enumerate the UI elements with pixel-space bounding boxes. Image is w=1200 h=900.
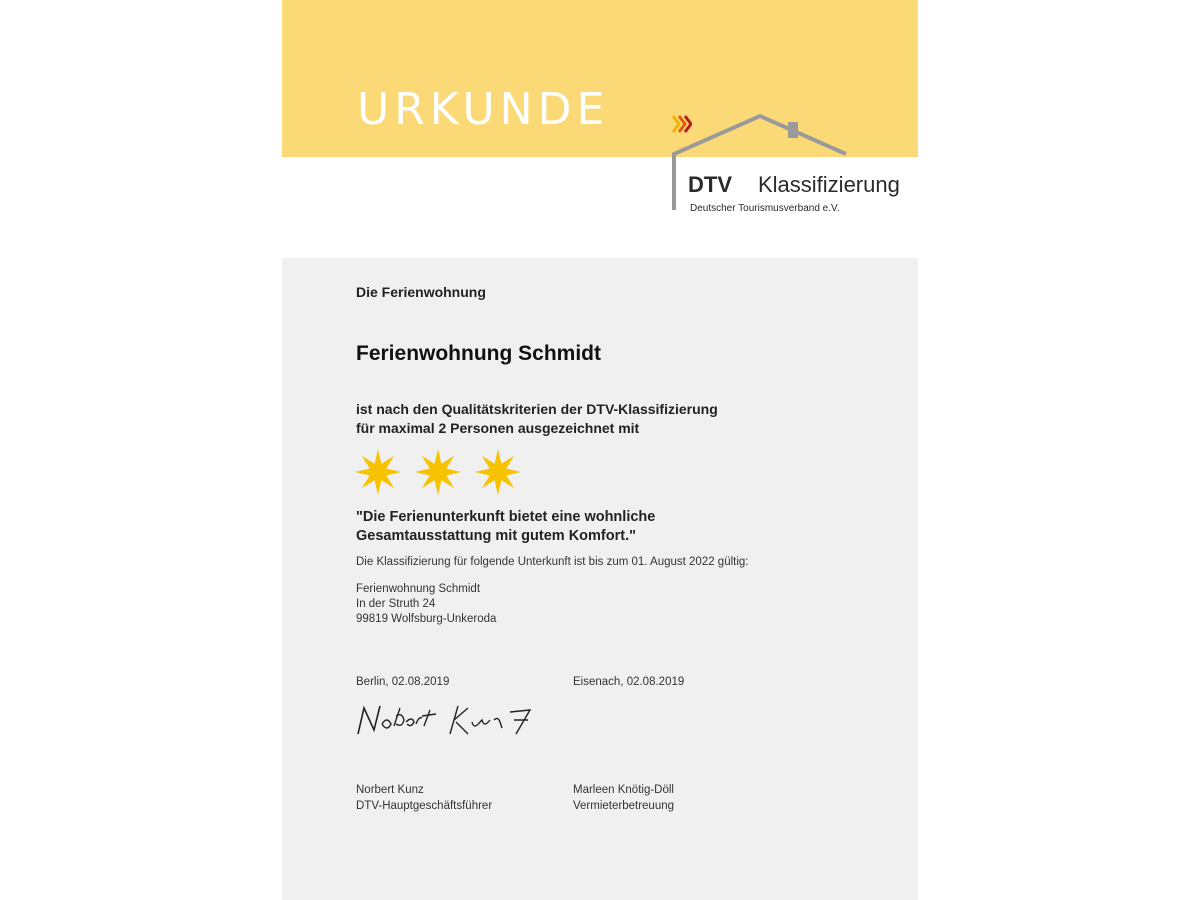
logo-name: Klassifizierung bbox=[758, 172, 900, 197]
star-icon bbox=[354, 448, 402, 496]
left-signer-name: Norbert Kunz bbox=[356, 784, 424, 796]
intro-text: Die Ferienwohnung bbox=[356, 284, 486, 300]
dtv-logo bbox=[670, 112, 900, 222]
handwritten-signature bbox=[354, 700, 544, 745]
address-line-3: 99819 Wolfsburg-Unkeroda bbox=[356, 613, 497, 625]
logo-subtitle: Deutscher Tourismusverband e.V. bbox=[690, 203, 840, 214]
chevrons-icon bbox=[670, 112, 692, 136]
certificate-page bbox=[282, 0, 918, 900]
validity-text: Die Klassifizierung für folgende Unterkunft ist bis zum 01. August 2022 gültig: bbox=[356, 556, 749, 568]
left-signer bbox=[356, 782, 492, 814]
left-place-date: Berlin, 02.08.2019 bbox=[356, 676, 450, 688]
criteria-text bbox=[356, 400, 876, 438]
criteria-line-2: für maximal 2 Personen ausgezeichnet mit bbox=[356, 420, 640, 436]
right-signer-name: Marleen Knötig-Döll bbox=[573, 784, 674, 796]
address-line-2: In der Struth 24 bbox=[356, 598, 436, 610]
rating-quote bbox=[356, 508, 876, 546]
signature-image bbox=[354, 700, 544, 740]
address-block bbox=[356, 582, 496, 627]
quote-line-2: Gesamtausstattung mit gutem Komfort." bbox=[356, 528, 636, 544]
criteria-line-1: ist nach den Qualitätskriterien der DTV-Klassifizierung bbox=[356, 401, 718, 417]
address-line-1: Ferienwohnung Schmidt bbox=[356, 583, 481, 595]
quote-line-1: "Die Ferienunterkunft bietet eine wohnliche bbox=[356, 509, 656, 525]
certificate-body bbox=[282, 258, 918, 900]
right-signer-role: Vermieterbetreuung bbox=[573, 800, 675, 812]
logo-brand: DTV bbox=[688, 172, 732, 197]
right-signer bbox=[573, 782, 674, 814]
star-icon bbox=[474, 448, 522, 496]
left-signer-role: DTV-Hauptgeschäftsführer bbox=[356, 800, 493, 812]
star-icon bbox=[414, 448, 462, 496]
certificate-title: URKUNDE bbox=[357, 84, 610, 135]
right-place-date: Eisenach, 02.08.2019 bbox=[573, 676, 685, 688]
property-name: Ferienwohnung Schmidt bbox=[356, 342, 601, 365]
